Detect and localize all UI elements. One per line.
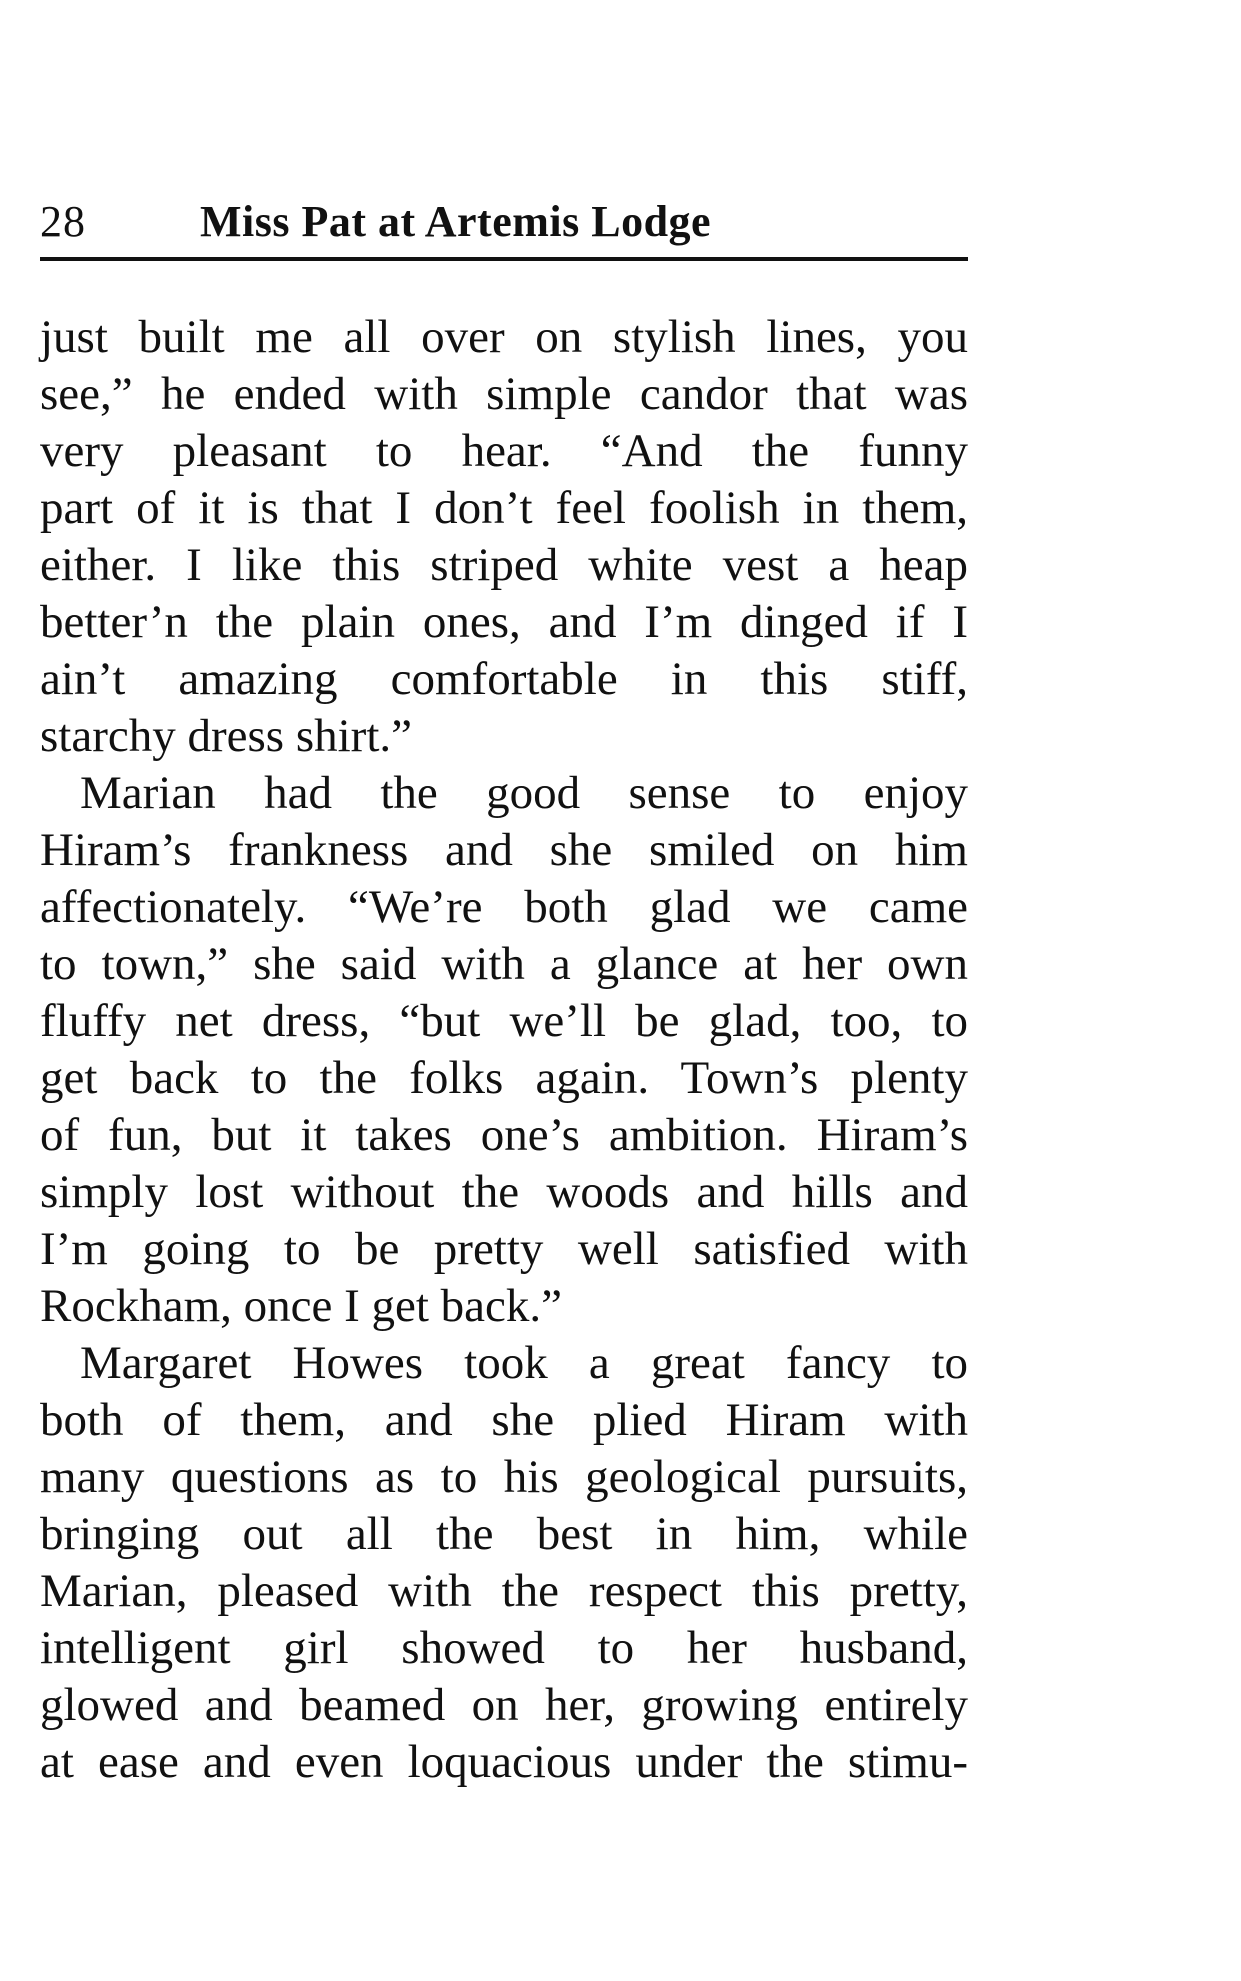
text-line: see,” he ended with simple candor that was xyxy=(40,368,968,420)
text-line: glowed and beamed on her, growing entirely xyxy=(40,1679,968,1731)
page-number: 28 xyxy=(40,197,86,246)
header-rule xyxy=(40,257,968,261)
text-line: many questions as to his geological pursuits, xyxy=(40,1451,968,1503)
text-line: both of them, and she plied Hiram with xyxy=(40,1394,968,1446)
text-line: starchy dress shirt.” xyxy=(40,710,412,762)
text-line: I’m going to be pretty well satisfied with xyxy=(40,1223,968,1275)
text-line: Marian had the good sense to enjoy xyxy=(80,767,968,819)
text-line: ain’t amazing comfortable in this stiff, xyxy=(40,653,968,705)
text-line: better’n the plain ones, and I’m dinged if I xyxy=(40,596,968,648)
text-line: either. I like this striped white vest a heap xyxy=(40,539,968,591)
text-line: bringing out all the best in him, while xyxy=(40,1508,968,1560)
text-line: Rockham, once I get back.” xyxy=(40,1280,563,1332)
body-text xyxy=(40,309,968,1791)
text-line: get back to the folks again. Town’s plenty xyxy=(40,1052,968,1104)
text-line: fluffy net dress, “but we’ll be glad, too, to xyxy=(40,995,968,1047)
text-line: very pleasant to hear. “And the funny xyxy=(40,425,968,477)
running-head xyxy=(40,192,968,252)
text-line: just built me all over on stylish lines, you xyxy=(40,311,968,363)
text-line: simply lost without the woods and hills and xyxy=(40,1166,968,1218)
text-line: Hiram’s frankness and she smiled on him xyxy=(40,824,968,876)
text-line: at ease and even loquacious under the stimu- xyxy=(40,1736,968,1788)
text-line: affectionately. “We’re both glad we came xyxy=(40,881,968,933)
text-line: intelligent girl showed to her husband, xyxy=(40,1622,968,1674)
text-line: of fun, but it takes one’s ambition. Hiram’s xyxy=(40,1109,968,1161)
text-line: part of it is that I don’t feel foolish in them, xyxy=(40,482,968,534)
text-line: Margaret Howes took a great fancy to xyxy=(80,1337,968,1389)
text-line: Marian, pleased with the respect this pretty, xyxy=(40,1565,968,1617)
running-title: Miss Pat at Artemis Lodge xyxy=(200,197,712,246)
text-line: to town,” she said with a glance at her own xyxy=(40,938,968,990)
